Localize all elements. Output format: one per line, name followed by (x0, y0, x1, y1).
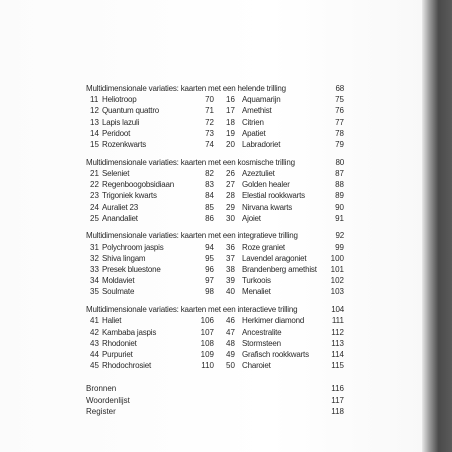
entry-name: Nirvana kwarts (242, 202, 293, 212)
back-matter-item (86, 395, 344, 407)
entry-name: Kambaba jaspis (102, 327, 157, 337)
entry-number: 32 (90, 253, 99, 263)
entry-name: Polychroom jaspis (102, 242, 164, 252)
entry-number: 40 (226, 287, 235, 297)
entry-name: Turkoois (242, 276, 271, 286)
column-gap (214, 253, 226, 264)
section-heading (86, 230, 344, 241)
entry-number: 43 (90, 338, 99, 348)
entry-number: 45 (90, 361, 99, 371)
column-gap (214, 202, 226, 213)
entry-number: 48 (226, 338, 235, 348)
entry-page: 102 (330, 276, 344, 286)
entry-number: 42 (90, 327, 99, 337)
column-gap (214, 128, 226, 139)
entry-number: 26 (226, 168, 235, 178)
entry-page: 71 (205, 106, 214, 116)
entry-page: 108 (200, 338, 214, 348)
column-gap (214, 190, 226, 201)
back-matter-item (86, 406, 344, 418)
entry-name: Herkimer diamond (242, 316, 305, 326)
entry-name: Charoiet (242, 361, 271, 371)
entry-number: 25 (90, 213, 99, 223)
entry-number: 35 (90, 287, 99, 297)
column-gap (214, 213, 226, 224)
section-title: Multidimensionale variaties: kaarten met een helende trilling (86, 84, 286, 93)
entry-name: Presek bluestone (102, 265, 161, 275)
entry-page: 91 (335, 213, 344, 223)
entry-number: 18 (226, 117, 235, 127)
entry-number: 39 (226, 276, 235, 286)
entry-number: 24 (90, 202, 99, 212)
entry-page: 97 (205, 276, 214, 286)
entry-number: 28 (226, 191, 235, 201)
entry-grid (86, 168, 344, 224)
back-matter-page: 117 (331, 395, 344, 405)
entry-number: 13 (90, 117, 99, 127)
column-gap (214, 315, 226, 326)
back-matter-page: 118 (331, 407, 344, 417)
entry-name: Rhodoniet (102, 338, 137, 348)
column-gap (214, 117, 226, 128)
entry-name: Roze graniet (242, 242, 285, 252)
section-page-number: 104 (331, 305, 344, 315)
entry-number: 11 (90, 95, 99, 105)
entry-name: Brandenberg amethist (242, 265, 317, 275)
column-gap (214, 327, 226, 338)
entry-number: 22 (90, 180, 99, 190)
entry-number: 29 (226, 202, 235, 212)
entry-name: Rhodochrosiet (102, 361, 151, 371)
entry-name: Shiva lingam (102, 253, 146, 263)
section-heading (86, 83, 344, 94)
entry-page: 100 (330, 253, 344, 263)
column-gap (214, 179, 226, 190)
entry-page: 72 (205, 117, 214, 127)
entry-name: Regenboogobsidiaan (102, 180, 175, 190)
toc-section (86, 304, 344, 371)
entry-name: Seleniet (102, 168, 130, 178)
entry-number: 37 (226, 253, 235, 263)
entry-name: Amethist (242, 106, 272, 116)
entry-name: Apatiet (242, 128, 266, 138)
toc-section (86, 157, 344, 224)
entry-name: Golden healer (242, 180, 290, 190)
column-gap (214, 105, 226, 116)
entry-number: 33 (90, 265, 99, 275)
entry-name: Lapis lazuli (102, 117, 140, 127)
entry-name: Ancestralite (242, 327, 282, 337)
entry-page: 115 (331, 361, 344, 371)
entry-name: Ajoiet (242, 213, 261, 223)
entry-page: 84 (205, 191, 214, 201)
entry-page: 113 (331, 338, 344, 348)
entry-page: 86 (205, 213, 214, 223)
entry-number: 23 (90, 191, 99, 201)
entry-page: 112 (331, 327, 344, 337)
entry-name: Citrien (242, 117, 264, 127)
entry-number: 15 (90, 140, 99, 150)
entry-name: Menaliet (242, 287, 271, 297)
entry-page: 101 (330, 265, 344, 275)
section-page-number: 68 (335, 84, 344, 93)
entry-name: Stormsteen (242, 338, 281, 348)
entry-number: 12 (90, 106, 99, 116)
entry-page: 106 (200, 316, 214, 326)
entry-number: 46 (226, 316, 235, 326)
entry-number: 14 (90, 128, 99, 138)
entry-number: 19 (226, 128, 235, 138)
entry-page: 70 (205, 95, 214, 105)
entry-name: Peridoot (102, 128, 131, 138)
section-title: Multidimensionale variaties: kaarten met een integratieve trilling (86, 231, 298, 241)
column-gap (214, 168, 226, 179)
entry-name: Labradoriet (242, 140, 281, 150)
entry-grid (86, 315, 344, 371)
entry-number: 21 (90, 168, 99, 178)
section-title: Multidimensionale variaties: kaarten met een kosmische trilling (86, 157, 295, 167)
entry-name: Rozenkwarts (102, 140, 147, 150)
entry-number: 20 (226, 140, 235, 150)
entry-number: 38 (226, 265, 235, 275)
table-of-contents (86, 83, 344, 418)
column-gap (214, 139, 226, 150)
back-matter-label: Bronnen (86, 384, 117, 394)
entry-page: 85 (205, 202, 214, 212)
back-matter-label: Woordenlijst (86, 395, 130, 405)
column-gap (214, 286, 226, 297)
entry-number: 30 (226, 213, 235, 223)
entry-page: 90 (335, 202, 344, 212)
section-page-number: 80 (335, 157, 344, 167)
entry-name: Auraliet 23 (102, 202, 139, 212)
entry-page: 111 (331, 316, 344, 326)
section-heading (86, 304, 344, 315)
entry-number: 41 (90, 316, 99, 326)
entry-page: 79 (335, 140, 344, 150)
section-heading (86, 157, 344, 168)
entry-page: 77 (335, 117, 344, 127)
entry-number: 16 (226, 95, 235, 105)
entry-page: 110 (201, 361, 214, 371)
entry-page: 89 (335, 191, 344, 201)
entry-page: 88 (335, 180, 344, 190)
book-binding-edge (422, 0, 452, 452)
back-matter-item (86, 383, 344, 395)
entry-page: 74 (205, 140, 214, 150)
back-matter-label: Register (86, 407, 116, 417)
entry-name: Elestial rookkwarts (242, 191, 305, 201)
entry-page: 99 (335, 242, 344, 252)
back-matter-page: 116 (331, 384, 344, 394)
section-page-number: 92 (335, 231, 344, 241)
entry-number: 50 (226, 361, 235, 371)
entry-page: 94 (205, 242, 214, 252)
section-title: Multidimensionale variaties: kaarten met een interactieve trilling (86, 305, 298, 315)
entry-grid (86, 94, 344, 150)
entry-name: Anandaliet (102, 213, 138, 223)
entry-name: Azeztuliet (242, 168, 275, 178)
entry-name: Heliotroop (102, 95, 137, 105)
entry-number: 34 (90, 276, 99, 286)
entry-name: Trigoniek kwarts (102, 191, 157, 201)
entry-page: 107 (200, 327, 214, 337)
entry-name: Aquamarijn (242, 95, 281, 105)
entry-name: Grafisch rookkwarts (242, 349, 309, 359)
entry-number: 27 (226, 180, 235, 190)
column-gap (214, 264, 226, 275)
back-matter (86, 383, 344, 418)
toc-section (86, 230, 344, 297)
entry-number: 31 (90, 242, 99, 252)
entry-name: Quantum quattro (102, 106, 160, 116)
entry-page: 82 (205, 168, 214, 178)
column-gap (214, 275, 226, 286)
entry-name: Lavendel aragoniet (242, 253, 307, 263)
entry-number: 49 (226, 349, 235, 359)
column-gap (214, 94, 226, 105)
column-gap (214, 242, 226, 253)
entry-name: Moldaviet (102, 276, 135, 286)
entry-page: 87 (335, 168, 344, 178)
column-gap (214, 349, 226, 360)
entry-page: 78 (335, 128, 344, 138)
entry-name: Haliet (102, 316, 122, 326)
entry-number: 17 (226, 106, 235, 116)
entry-number: 36 (226, 242, 235, 252)
entry-page: 109 (200, 349, 214, 359)
entry-page: 96 (205, 265, 214, 275)
toc-section (86, 83, 344, 150)
entry-page: 114 (331, 349, 344, 359)
column-gap (214, 360, 226, 371)
entry-page: 73 (205, 128, 214, 138)
entry-name: Purpuriet (102, 349, 133, 359)
entry-page: 95 (205, 253, 214, 263)
entry-page: 75 (335, 95, 344, 105)
entry-page: 83 (205, 180, 214, 190)
entry-number: 47 (226, 327, 235, 337)
entry-page: 76 (335, 106, 344, 116)
entry-page: 103 (330, 287, 344, 297)
entry-page: 98 (205, 287, 214, 297)
column-gap (214, 338, 226, 349)
entry-number: 44 (90, 349, 99, 359)
entry-name: Soulmate (102, 287, 135, 297)
entry-grid (86, 242, 344, 298)
